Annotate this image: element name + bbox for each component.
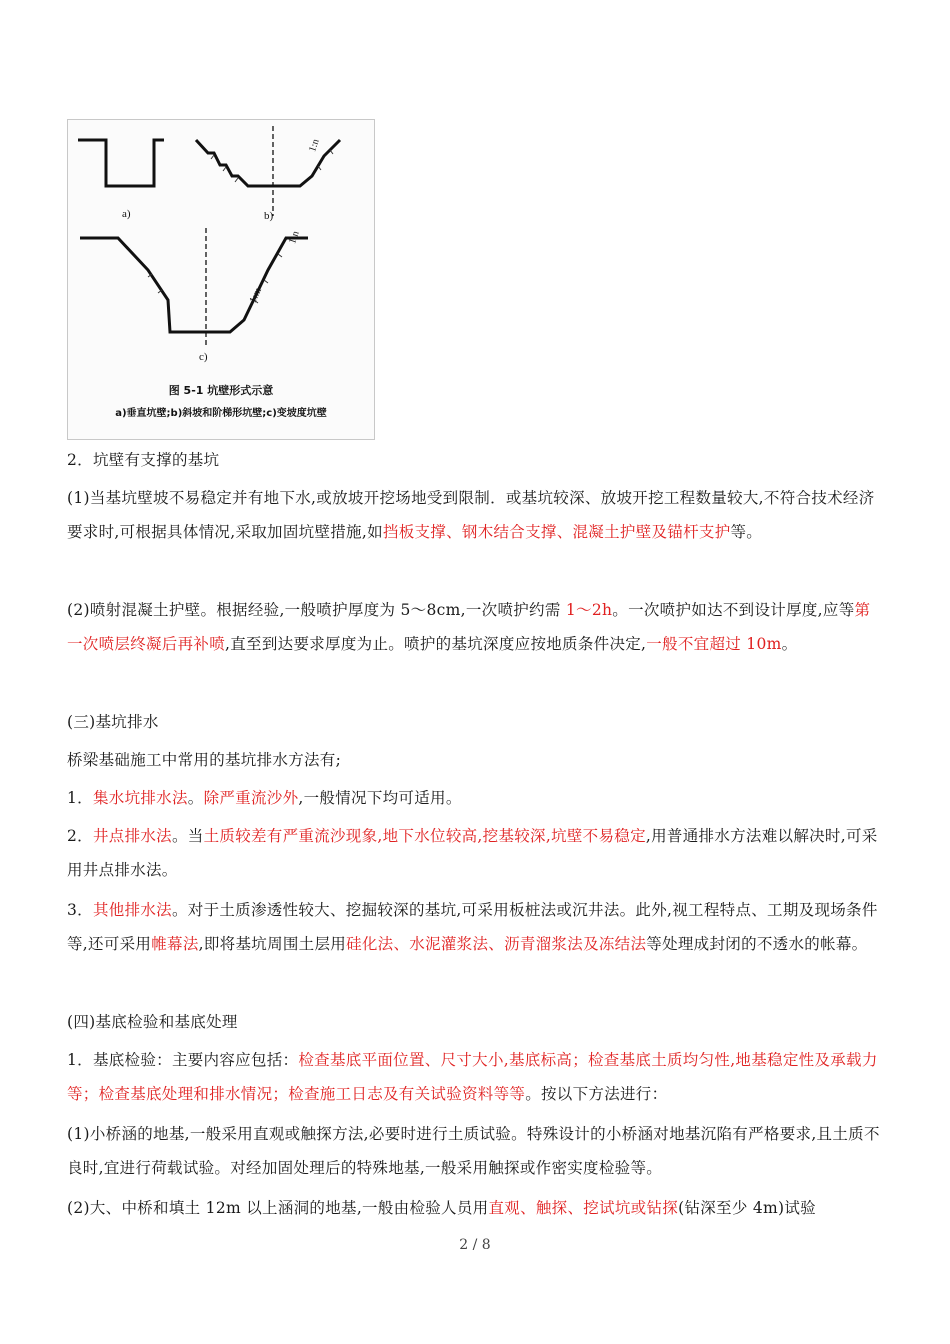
figure-label-a: a) [122,208,131,220]
figure-label-b: b) [264,210,274,222]
highlighted-text: 集水坑排水法 [92,789,188,807]
paragraph [67,819,885,887]
body-text: 等处理成封闭的不透水的帐幕。 [646,935,868,953]
body-text: 。 [187,789,204,807]
body-text: ,用普通排水方法难以解决时,可采用井点排水法。 [67,827,878,879]
paragraph [67,1043,885,1111]
highlighted-text: 挡板支撑、钢木结合支撑、混凝土护壁及锚杆支护 [382,523,731,541]
figure-caption-sub: a)垂直坑壁;b)斜坡和阶梯形坑壁;c)变坡度坑壁 [115,408,327,419]
pit-a-outline [78,140,164,186]
body-text: 。一次喷护如达不到设计厚度,应等 [612,601,855,619]
highlighted-text: 硅化法、水泥灌浆法、沥青溜浆法及冻结法 [346,935,647,953]
figure-label-c: c) [199,351,208,363]
body-text: 。当 [171,827,204,845]
body-text: (2)喷射混凝土护壁。根据经验,一般喷护厚度为 5～8cm,一次喷护约需 [67,601,566,619]
body-text: 。按以下方法进行： [525,1085,668,1103]
pit-wall-figure [67,119,375,440]
body-text: 。对于土质渗透性较大、挖掘较深的基坑,可采用板桩法或沉井法。此外,视工程特点、工期及现场条件等,还可采用 [67,901,878,953]
paragraph [67,481,885,549]
body-text: (1)当基坑壁坡不易稳定并有地下水,或放坡开挖场地受到限制．或基坑较深、放坡开挖工程数量较大,不符合技术经济要求时,可根据具体情况,采取加固坑壁措施,如 [67,489,875,541]
highlighted-text: 其他排水法 [92,901,172,919]
highlighted-text: 除严重流沙外 [203,789,299,807]
highlighted-text: 井点排水法 [92,827,172,845]
body-text: (三)基坑排水 [67,713,159,731]
body-text: 等。 [730,523,763,541]
body-text: 2． [67,827,93,845]
highlighted-text: 直观、触探、挖试坑或钻探 [488,1199,679,1217]
section-heading [67,705,885,739]
paragraph [67,1191,885,1225]
highlighted-text: 帷幕法 [151,935,199,953]
body-text: (2)大、中桥和填土 12m 以上涵洞的地基,一般由检验人员用 [67,1199,489,1217]
body-text: 3． [67,901,93,919]
body-text: ,直至到达要求厚度为止。喷护的基坑深度应按地质条件决定, [225,635,647,653]
figure-caption-title: 图 5-1 坑壁形式示意 [168,384,274,397]
body-text: ,即将基坑周围土层用 [198,935,347,953]
slope-label-n-bottom: 1:n [287,229,302,246]
body-text: 2．坑壁有支撑的基坑 [67,451,220,469]
paragraph [67,893,885,961]
highlighted-text: 1～2h [565,601,613,619]
pit-c-outline [80,238,308,332]
paragraph [67,593,885,661]
highlighted-text: 检查基底平面位置、尺寸大小,基底标高；检查基底土质均匀性,地基稳定性及承载力等；检查基底处理和排水情况；检查施工日志及有关试验资料等等 [67,1051,878,1103]
paragraph [67,443,885,477]
body-text: 。 [781,635,798,653]
highlighted-text: 一般不宜超过 10m [646,635,782,653]
highlighted-text: 土质较差有严重流沙现象,地下水位较高,挖基较深,坑壁不易稳定 [203,827,646,845]
paragraph [67,781,885,815]
paragraph [67,743,885,777]
slope-label-n-top: 1:n [307,137,322,154]
section-heading [67,1005,885,1039]
highlighted-text: 第一次喷层终凝后再补喷 [67,601,871,653]
body-text: 1． [67,789,93,807]
body-text: (1)小桥涵的地基,一般采用直观或触探方法,必要时进行土质试验。特殊设计的小桥涵对地基沉陷有严格要求,且土质不良时,宜进行荷载试验。对经加固处理后的特殊地基,一般采用触探或作密实度检验等。 [67,1125,880,1177]
page-number: 2 / 8 [459,1237,491,1253]
body-text: (钻深至少 4m)试验 [678,1199,816,1217]
body-text: ,一般情况下均可适用。 [298,789,462,807]
body-text: 1．基底检验：主要内容应包括： [67,1051,299,1069]
body-text: 桥梁基础施工中常用的基坑排水方法有; [67,751,342,769]
body-text: (四)基底检验和基底处理 [67,1013,238,1031]
paragraph [67,1117,885,1185]
slope-label-m: 1:m [247,286,265,305]
